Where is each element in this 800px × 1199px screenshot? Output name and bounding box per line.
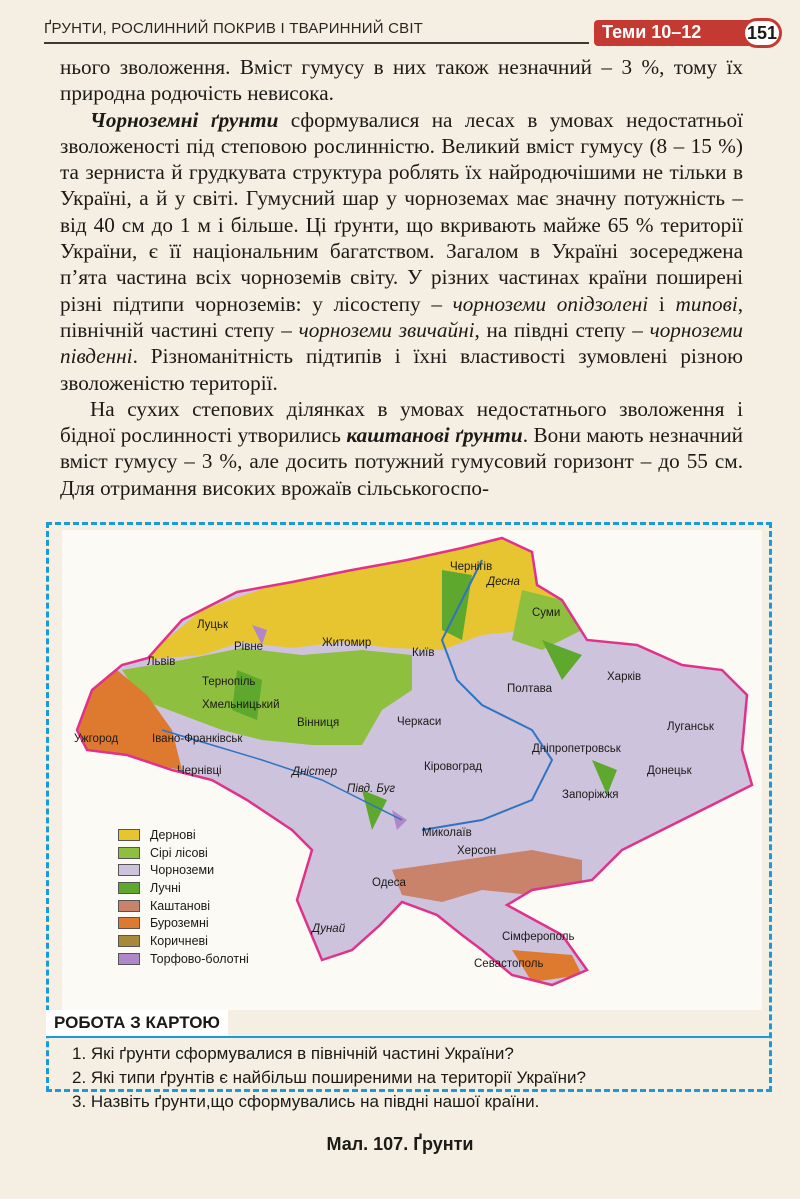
chapter-title: ҐРУНТИ, РОСЛИННИЙ ПОКРИВ І ТВАРИННИЙ СВІТ bbox=[44, 20, 424, 37]
city-simferopol: Сімферополь bbox=[502, 931, 575, 943]
legend-item bbox=[118, 826, 249, 844]
p2-part-b: і bbox=[648, 291, 676, 316]
city-luhansk: Луганськ bbox=[667, 721, 714, 733]
legend-swatch bbox=[118, 847, 140, 859]
legend-item bbox=[118, 950, 249, 968]
page-header bbox=[0, 0, 800, 46]
city-lviv: Львів bbox=[147, 656, 176, 668]
p2-part-e: . Різноманітність підтипів і їхні властивості зумовлені різною зволоженістю території. bbox=[60, 344, 743, 395]
city-kharkiv: Харків bbox=[607, 671, 642, 683]
page-number: 151 bbox=[742, 18, 782, 48]
legend-swatch bbox=[118, 882, 140, 894]
question-2: 2. Які типи ґрунтів є найбільш поширеними на території України? bbox=[72, 1068, 586, 1087]
legend-label: Буроземні bbox=[150, 916, 209, 931]
p2-italic-2: типові bbox=[675, 291, 738, 316]
legend-item bbox=[118, 914, 249, 932]
city-ivano-frankivsk: Івано-Франківськ bbox=[152, 733, 243, 745]
paragraph-2 bbox=[60, 107, 743, 396]
legend-label: Лучні bbox=[150, 880, 181, 895]
river-southern-bug: Півд. Буг bbox=[347, 783, 396, 795]
question-1: 1. Які ґрунти сформувалися в північній частині України? bbox=[72, 1044, 514, 1063]
question-3: 3. Назвіть ґрунти,що сформувались на півдні нашої країни. bbox=[72, 1092, 540, 1111]
legend-item bbox=[118, 861, 249, 879]
legend-swatch bbox=[118, 864, 140, 876]
city-rivne: Рівне bbox=[234, 641, 264, 653]
header-rule bbox=[44, 42, 589, 44]
p2-part-d: , на півдні степу – bbox=[474, 317, 650, 342]
legend-item bbox=[118, 879, 249, 897]
city-chernihiv: Чернігів bbox=[450, 561, 493, 573]
map-legend bbox=[118, 826, 249, 968]
legend-item bbox=[118, 844, 249, 862]
legend-swatch bbox=[118, 900, 140, 912]
p3-part-a: На сухих степових ділянках в умовах недостатнього зволоження і бідної рослинності утворились bbox=[60, 396, 743, 448]
city-kyiv: Київ bbox=[412, 647, 435, 659]
city-cherkasy: Черкаси bbox=[397, 716, 442, 728]
legend-item bbox=[118, 932, 249, 950]
legend-swatch bbox=[118, 829, 140, 841]
city-ternopil: Тернопіль bbox=[202, 676, 256, 688]
legend-swatch bbox=[118, 917, 140, 929]
figure-caption: Мал. 107. Ґрунти bbox=[326, 1134, 474, 1154]
city-zaporizhzhia: Запоріжжя bbox=[562, 789, 619, 801]
p2-italic-4: чорноземи південні bbox=[60, 317, 743, 369]
legend-item bbox=[118, 897, 249, 915]
city-donetsk: Донецьк bbox=[647, 765, 692, 777]
work-with-map-title: РОБОТА З КАРТОЮ bbox=[46, 1010, 228, 1036]
p2-italic-3: чорноземи звичайні bbox=[298, 317, 475, 342]
paragraph-1: нього зволоження. Вміст гумусу в них також незначний – 3 %, тому їх природна родючість невисока. bbox=[60, 55, 743, 106]
term-chernozem: Чорноземні ґрунти bbox=[90, 107, 279, 132]
term-chestnut: каштанові ґрунти bbox=[346, 423, 523, 448]
river-desna: Десна bbox=[487, 576, 520, 588]
river-danube: Дунай bbox=[312, 923, 346, 935]
work-divider bbox=[46, 1036, 772, 1038]
city-sevastopol: Севастополь bbox=[474, 958, 544, 970]
paragraph-3 bbox=[60, 396, 743, 501]
p2-part-c: , північній частині степу – bbox=[60, 291, 744, 342]
legend-label: Сірі лісові bbox=[150, 845, 208, 860]
legend-label: Торфово-болотні bbox=[150, 951, 249, 966]
city-khmelnytskyi: Хмельницький bbox=[202, 699, 280, 711]
legend-label: Коричневі bbox=[150, 933, 208, 948]
p2-part-a: сформувалися на лесах в умовах недостатньої зволоженості під степовою рослинністю. Великий вміст гумусу (8 – 15 %) та зерниста й грудкувата структура роблять їх найродючішими не тільки в Україні, а й у світі. Гумусний шар у чорноземах має значну потужність – від 40 см до 1 м і більше. Ці ґрунти, що вкривають майже 65 % території України, є її національним багатством. Загалом в Україні зосереджена п’ята частина всіх чорноземів світу. У різних частинах країни поширені різні підтипи чорноземів: у лісостепу – bbox=[60, 107, 743, 316]
p2-italic-1: чорноземи опідзолені bbox=[452, 291, 649, 316]
city-kirovohrad: Кіровоград bbox=[424, 761, 483, 773]
legend-swatch bbox=[118, 935, 140, 947]
city-dnipropetrovsk: Дніпропетровськ bbox=[532, 743, 621, 755]
city-kherson: Херсон bbox=[457, 845, 497, 857]
legend-label: Чорноземи bbox=[150, 863, 215, 878]
city-zhytomyr: Житомир bbox=[322, 637, 372, 649]
legend-label: Каштанові bbox=[150, 898, 211, 913]
city-lutsk: Луцьк bbox=[197, 619, 229, 631]
topics-label: Теми 10–12 bbox=[602, 22, 702, 42]
p3-part-b: . Вони мають незначний вміст гумусу – 3 %, але досить потужний гумусовий горизонт – до 55 см. Для отримання високих врожаїв сільськогоспо- bbox=[60, 423, 743, 500]
legend-swatch bbox=[118, 953, 140, 965]
legend-label: Дернові bbox=[150, 827, 196, 842]
topics-tab bbox=[594, 20, 752, 46]
city-sumy: Суми bbox=[532, 607, 561, 619]
city-uzhhorod: Ужгород bbox=[74, 733, 119, 745]
city-odesa: Одеса bbox=[372, 877, 406, 889]
city-chernivtsi: Чернівці bbox=[177, 765, 222, 777]
river-dniester: Дністер bbox=[292, 766, 338, 778]
body-text bbox=[60, 54, 743, 501]
city-vinnytsia: Вінниця bbox=[297, 717, 340, 729]
city-mykolaiv: Миколаїв bbox=[422, 827, 472, 839]
city-poltava: Полтава bbox=[507, 683, 553, 695]
